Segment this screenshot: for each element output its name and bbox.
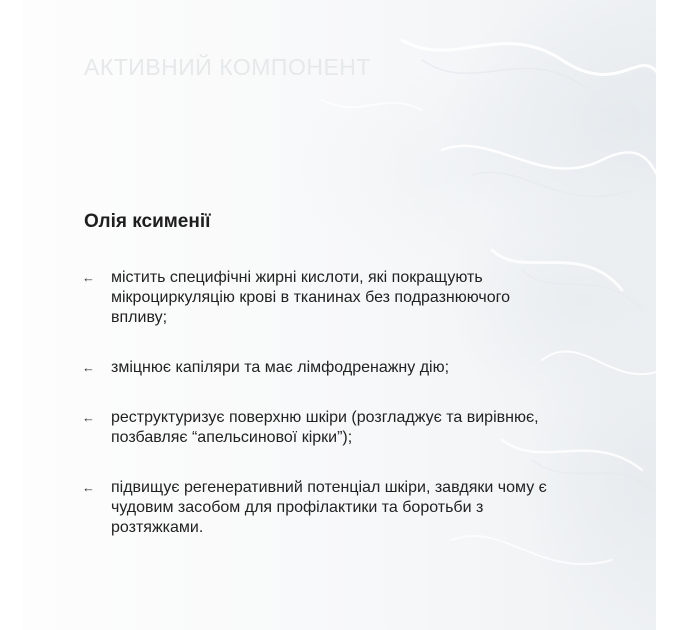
list-item <box>82 358 552 378</box>
content-card <box>22 0 656 630</box>
list-item <box>82 478 552 538</box>
benefit-text: зміцнює капіляри та має лімфодренажну дію; <box>111 359 450 376</box>
arrow-left-icon: ← <box>82 410 95 425</box>
benefit-text: підвищує регенеративний потенціал шкіри, завдяки чому є чудовим засобом для профілактики та боротьби з розтяжками. <box>111 479 547 536</box>
list-item <box>82 268 552 328</box>
benefit-text: містить специфічні жирні кислоти, які покращують мікроциркуляцію крові в тканинах без подразнюючого впливу; <box>111 269 511 326</box>
ingredient-title: Олія ксименії <box>84 211 211 232</box>
arrow-left-icon: ← <box>82 480 95 495</box>
arrow-left-icon: ← <box>82 270 95 285</box>
benefits-list <box>82 268 552 568</box>
benefit-text: реструктуризує поверхню шкіри (розгладжує та вирівнює, позбавляє “апельсинової кірки”); <box>111 409 539 446</box>
list-item <box>82 408 552 448</box>
arrow-left-icon: ← <box>82 360 95 375</box>
section-heading: АКТИВНИЙ КОМПОНЕНТ <box>84 54 371 80</box>
